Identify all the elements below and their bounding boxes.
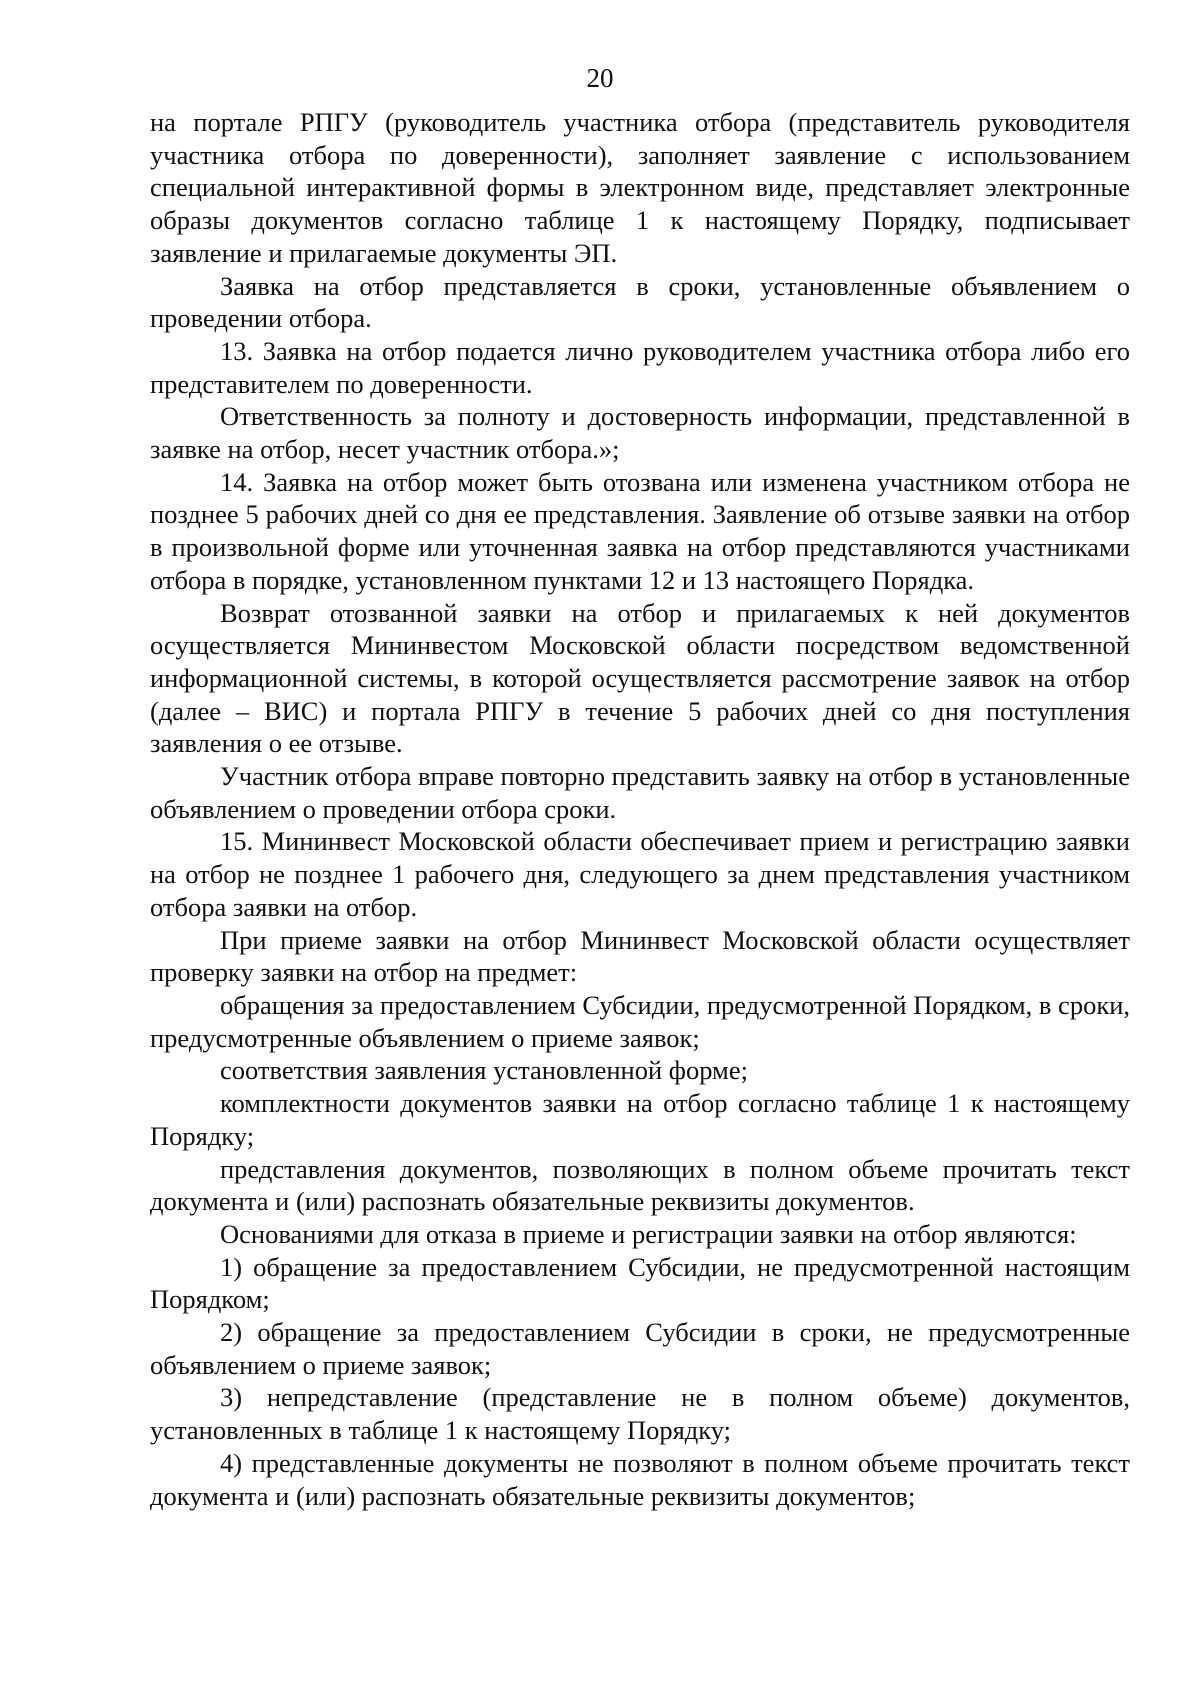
paragraph-14: Основаниями для отказа в приеме и регистрации заявки на отбор являются: (220, 1218, 1077, 1249)
paragraph-12: комплектности документов заявки на отбор согласно таблице 1 к настоящему Порядку; (150, 1088, 1130, 1151)
paragraph-16: 2) обращение за предоставлением Субсидии в сроки, не предусмотренные объявлением о приеме заявок; (150, 1317, 1130, 1380)
paragraph-9: При приеме заявки на отбор Мининвест Московской области осуществляет проверку заявки на отбор на предмет: (150, 924, 1130, 988)
paragraph-5: 14. Заявка на отбор может быть отозвана или изменена участником отбора не позднее 5 рабочих дней со дня ее представления. Заявление об отзыве заявки на отбор в произвольной форме или уточненная заявка на отбор представляются участниками отбора в порядке, установленном пунктами 12 и 13 настоящего Порядка. (150, 466, 1130, 595)
paragraph-17: 3) непредставление (представление не в полном объеме) документов, установленных в таблице 1 к настоящему Порядку; (150, 1382, 1130, 1446)
paragraph-1: на портале РПГУ (руководитель участника отбора (представитель руководителя участника отбора по доверенности), заполняет заявление с использованием специальной интерактивной формы в электронном виде, представляет электронные образы документов согласно таблице 1 к настоящему Порядку, подписывает заявление и прилагаемые документы ЭП. (150, 107, 1130, 268)
paragraph-7: Участник отбора вправе повторно представить заявку на отбор в установленные объявлением о проведении отбора сроки. (150, 761, 1130, 824)
paragraph-3: 13. Заявка на отбор подается лично руководителем участника отбора либо его представителем по доверенности. (150, 335, 1130, 399)
paragraph-11: соответствия заявления установленной форме; (220, 1055, 748, 1086)
paragraph-2: Заявка на отбор представляется в сроки, установленные объявлением о проведении отбора. (150, 270, 1130, 334)
paragraph-4: Ответственность за полноту и достоверность информации, представленной в заявке на отбор, несет участник отбора.»; (150, 401, 1130, 465)
page-number: 20 (586, 63, 614, 93)
paragraph-15: 1) обращение за предоставлением Субсидии, не предусмотренной настоящим Порядком; (150, 1251, 1130, 1315)
paragraph-8: 15. Мининвест Московской области обеспечивает прием и регистрацию заявки на отбор не позднее 1 рабочего дня, следующего за днем представления участником отбора заявки на отбор. (150, 826, 1130, 922)
paragraph-13: представления документов, позволяющих в полном объеме прочитать текст документа и (или) распознать обязательные реквизиты документов. (150, 1153, 1130, 1217)
paragraph-10: обращения за предоставлением Субсидии, предусмотренной Порядком, в сроки, предусмотренные объявлением о приеме заявок; (150, 989, 1130, 1053)
document-body (150, 106, 1130, 1512)
paragraph-18: 4) представленные документы не позволяют в полном объеме прочитать текст документа и (или) распознать обязательные реквизиты документов; (150, 1447, 1130, 1511)
paragraph-6: Возврат отозванной заявки на отбор и прилагаемых к ней документов осуществляется Мининвестом Московской области посредством ведомственной информационной системы, в которой осуществляется рассмотрение заявок на отбор (далее – ВИС) и портала РПГУ в течение 5 рабочих дней со дня поступления заявления о ее отзыве. (150, 597, 1130, 759)
